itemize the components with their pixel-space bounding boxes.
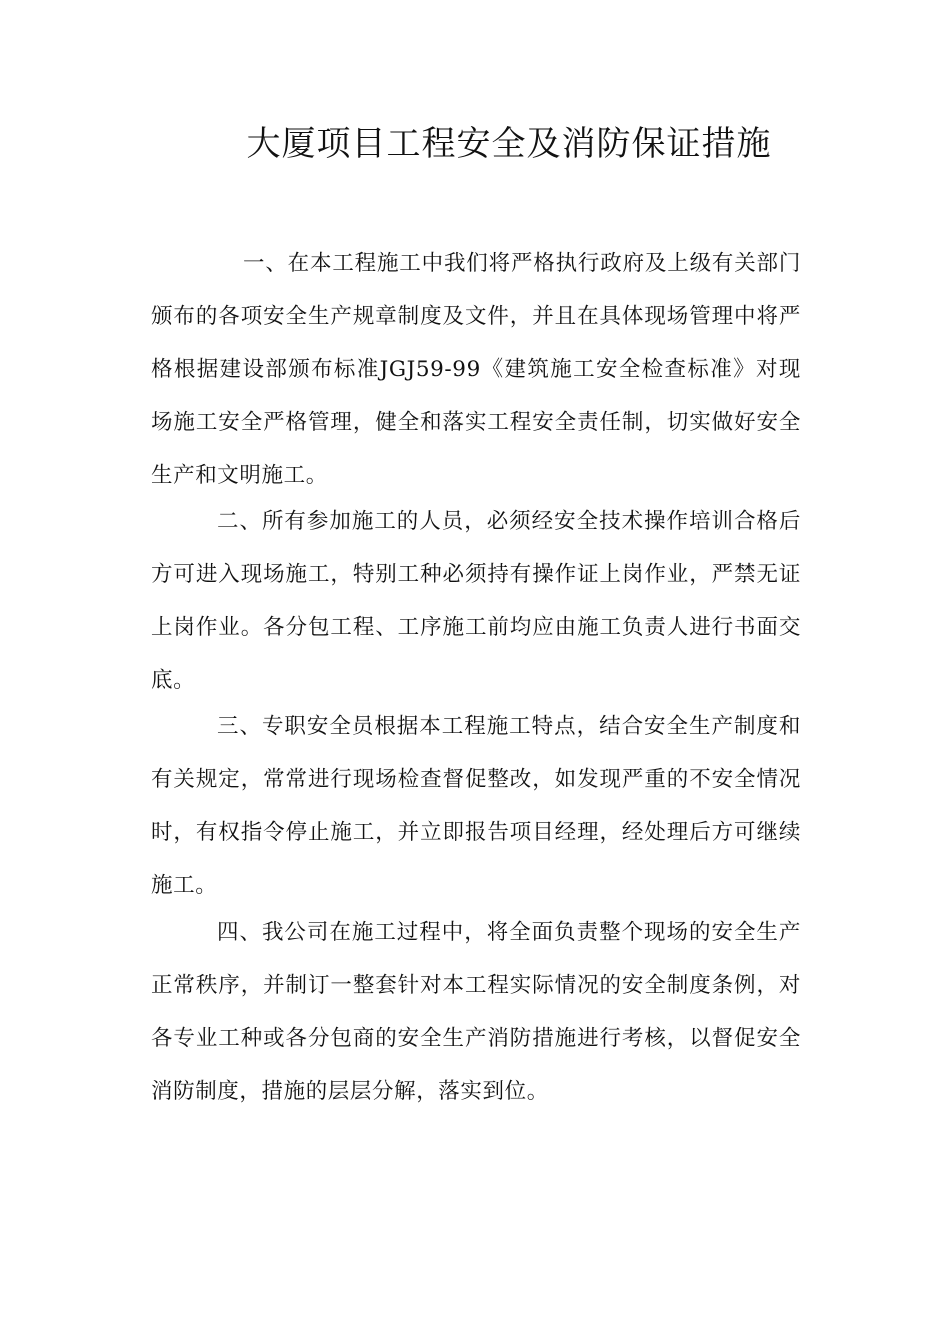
document-title: 大厦项目工程安全及消防保证措施 bbox=[246, 124, 772, 164]
paragraph-3: 三、专职安全员根据本工程施工特点，结合安全生产制度和有关规定，常常进行现场检查督促整改，如发现严重的不安全情况时，有权指令停止施工，并立即报告项目经理，经处理后方可继续施工。 bbox=[151, 714, 801, 898]
paragraph-4: 四、我公司在施工过程中，将全面负责整个现场的安全生产正常秩序，并制订一整套针对本工程实际情况的安全制度条例，对各专业工种或各分包商的安全生产消防措施进行考核，以督促安全消防制度，措施的层层分解，落实到位。 bbox=[151, 920, 801, 1104]
paragraph-2: 二、所有参加施工的人员，必须经安全技术操作培训合格后方可进入现场施工，特别工种必须持有操作证上岗作业，严禁无证上岗作业。各分包工程、工序施工前均应由施工负责人进行书面交底。 bbox=[151, 509, 801, 693]
paragraph-1: 一、在本工程施工中我们将严格执行政府及上级有关部门颁布的各项安全生产规章制度及文件，并且在具体现场管理中将严格根据建设部颁布标准JGJ59-99《建筑施工安全检查标准》对现场施工安全严格管理，健全和落实工程安全责任制，切实做好安全生产和文明施工。 bbox=[151, 251, 801, 488]
